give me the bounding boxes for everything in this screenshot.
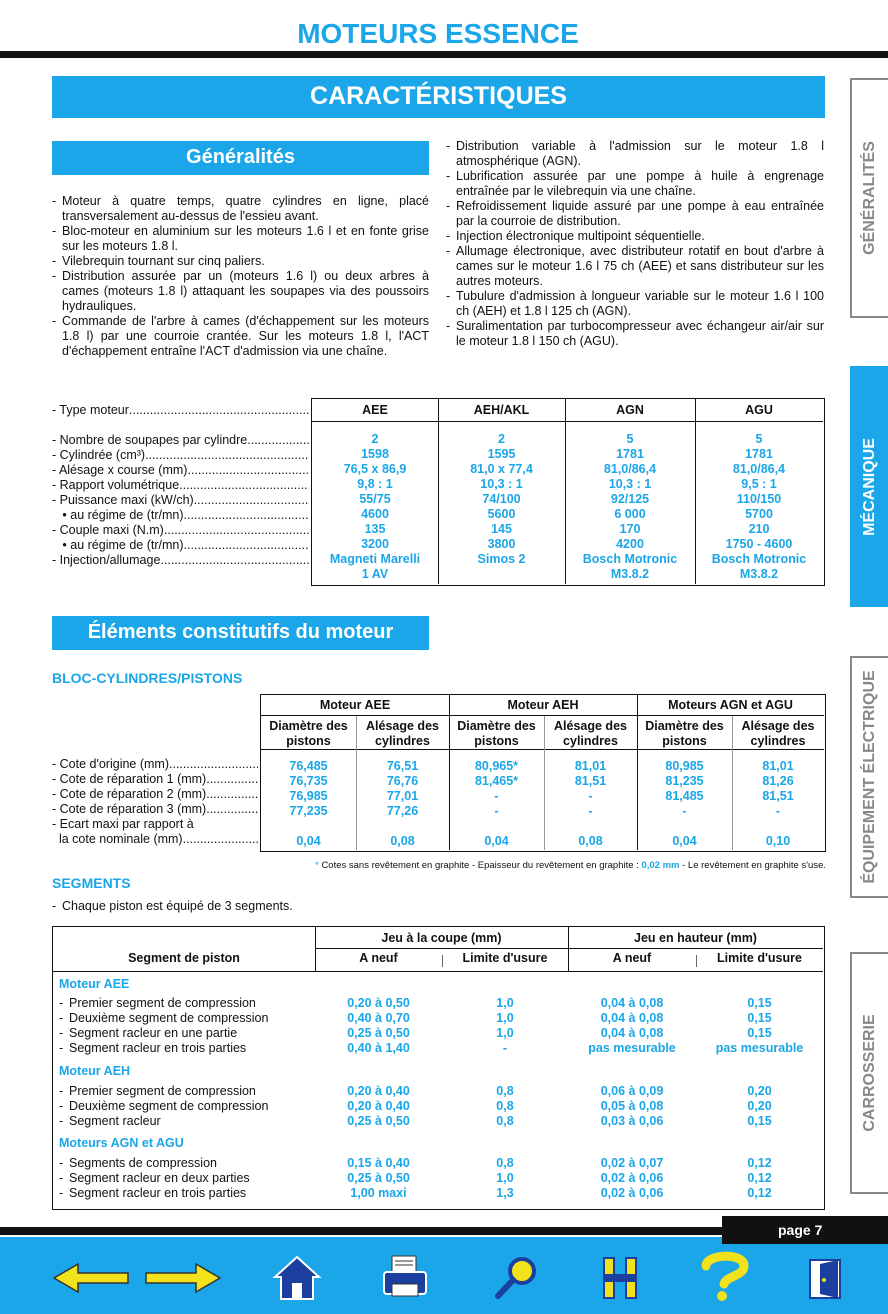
list-item: - Allumage électronique, avec distributeur rotatif en bout d'arbre à cames sur le moteur 1.6 l 75 ch (AEE) et sans distributeur sur les autres moteurs. (446, 244, 824, 289)
bloc-subheader: Diamètre des pistons (269, 719, 348, 748)
segments-group-rows: - Segments de compression - Segment racleur en deux parties - Segment racleur en trois parties (59, 1156, 315, 1201)
bloc-subheader: Alésage des cylindres (366, 719, 439, 748)
list-item: - Suralimentation par turbocompresseur avec échangeur air/air sur le moteur 1.8 l 150 ch (AGU). (446, 319, 824, 349)
spec-col-values: 5 1781 81,0/86,4 10,3 : 1 92/125 6 000 170 4200 Bosch Motronic M3.8.2 (582, 432, 678, 581)
generalites-heading: Généralités (52, 141, 429, 175)
list-item: - Distribution assurée par un (moteurs 1.6 l) ou deux arbres à cames (moteurs 1.8 l) attaquant les soupapes via des poussoirs hydrauliques. (52, 269, 429, 314)
segments-subheader: Limite d'usure (462, 951, 548, 965)
tab-equipement-electrique[interactable]: ÉQUIPEMENT ÉLECTRIQUE (850, 656, 888, 898)
spec-col-values: 5 1781 81,0/86,4 9,5 : 1 110/150 5700 210 1750 - 4600 Bosch Motronic M3.8.2 (711, 432, 807, 581)
bloc-table (260, 694, 826, 852)
segments-col0-header: Segment de piston (128, 951, 240, 965)
bloc-group-header: Moteur AEE (319, 698, 391, 712)
segments-group-rows: - Premier segment de compression - Deuxième segment de compression - Segment racleur (59, 1084, 315, 1129)
nav-bar (0, 1237, 888, 1314)
search-icon[interactable] (492, 1254, 540, 1302)
home-icon[interactable] (272, 1254, 322, 1302)
bloc-col-values: 76,51 76,76 77,01 77,26 0,08 (386, 759, 419, 848)
spec-col-values: 2 1595 81,0 x 77,4 10,3 : 1 74/100 5600 145 3800 Simos 2 (470, 432, 533, 566)
bloc-row-labels: - Cote d'origine (mm) ..... - Cote de réparation 1 (mm) ..... - Cote de réparation 2 (mm) ..... - Cote de réparation 3 (mm) ..... - Ecart maxi par rapport à la cote nominale (mm) ..... (52, 757, 258, 847)
generalites-left-list (52, 194, 429, 359)
help-icon[interactable] (692, 1250, 752, 1302)
segments-group-header: Jeu à la coupe (mm) (381, 931, 502, 945)
bloc-group-header: Moteur AEH (507, 698, 579, 712)
list-item: - Tubulure d'admission à longueur variable sur le moteur 1.6 l 100 ch (AEH) et 1.8 l 125 ch (AGN). (446, 289, 824, 319)
page-title: MOTEURS ESSENCE (297, 18, 579, 49)
list-item: - Vilebrequin tournant sur cinq paliers. (52, 254, 429, 269)
list-item: - Lubrification assurée par une pompe à huile à engrenage entraînée par le vilebrequin via une chaîne. (446, 169, 824, 199)
bloc-footnote: * Cotes sans revêtement en graphite - Epaisseur du revêtement en graphite : 0,02 mm - Le revêtement en graphite s'use. (315, 860, 826, 871)
segments-subheader: A neuf (612, 951, 652, 965)
bloc-col-values: 80,965* 81,465* - - 0,04 (474, 759, 519, 848)
arrow-left-icon[interactable] (52, 1258, 132, 1298)
section-banner: CARACTÉRISTIQUES (52, 76, 825, 118)
spec-col-header: AGN (616, 403, 644, 417)
segments-group-rows: - Premier segment de compression - Deuxième segment de compression - Segment racleur en une partie - Segment racleur en trois parties (59, 996, 315, 1056)
elements-heading: Éléments constitutifs du moteur (52, 616, 429, 650)
bloc-subheader: Diamètre des pistons (457, 719, 536, 748)
bloc-col-values: 80,985 81,235 81,485 - 0,04 (665, 759, 704, 848)
segments-table: Jeu à la coupe (mm) Jeu en hauteur (mm) Segment de piston A neuf Limite d'usure A neuf Limite d'usure Moteur AEE - Premier segment de compression - Deuxième segment de compression - Segment racleur en une partie - Segment racleur en trois parties 0,20 à 0,50 0,40 à 0,70 0,25 à 0,50 0,40 à 1,40 1,0 1,0 1,0 - 0,04 à 0,08 0,04 à 0,08 0,04 à 0,08 pas mesurable 0,15 0,15 0,15 pas mesurable Moteur AEH - Premier segment de compression - Deuxième segment de compression - Segment racleur 0,20 à 0,40 0,20 à 0,40 0,25 à 0,50 0,8 0,8 0,8 0,06 à 0,09 0,05 à 0,08 0,03 à 0,06 0,20 0,20 0,15 Moteurs AGN et AGU - Segments de compression - Segment racleur en deux parties - Segment racleur en trois parties 0,15 à 0,40 0,25 à 0,50 1,00 maxi 0,8 1,0 1,3 0,02 à 0,07 0,02 à 0,06 0,02 à 0,06 0,12 0,12 0,12 (52, 926, 825, 1210)
page-number: page 7 (722, 1216, 888, 1244)
segments-group-name: Moteur AEE (59, 977, 130, 991)
arrow-right-icon[interactable] (142, 1258, 222, 1298)
list-item: - Refroidissement liquide assuré par une pompe à eau entraînée par la courroie de distribution. (446, 199, 824, 229)
list-item: - Injection électronique multipoint séquentielle. (446, 229, 824, 244)
bloc-group-header: Moteurs AGN et AGU (668, 698, 793, 712)
segments-title: SEGMENTS (52, 875, 131, 891)
segments-group-name: Moteurs AGN et AGU (59, 1136, 184, 1150)
bloc-col-values: 81,01 81,51 - - 0,08 (574, 759, 607, 848)
index-icon[interactable] (596, 1254, 644, 1302)
segments-subheader: Limite d'usure (717, 951, 802, 965)
list-item: - Commande de l'arbre à cames (d'échappement sur les moteurs 1.8 l) par une courroie crantée. Sur les moteurs 1.8 l, l'ACT d'échappement entraîne l'ACT d'admission via une chaîne. (52, 314, 429, 359)
tab-generalites[interactable]: GÉNÉRALITÉS (850, 78, 888, 318)
spec-type-label: - Type moteur ..... (52, 403, 309, 418)
spec-table (311, 398, 825, 586)
generalites-right-list (446, 139, 824, 349)
header-rule (0, 51, 888, 58)
spec-col-header: AEE (362, 403, 388, 417)
list-item: - Bloc-moteur en aluminium sur les moteurs 1.6 l et en fonte grise sur les moteurs 1.8 l. (52, 224, 429, 254)
tab-carrosserie[interactable]: CARROSSERIE (850, 952, 888, 1194)
spec-col-header: AEH/AKL (473, 403, 530, 417)
segments-note: - Chaque piston est équipé de 3 segments. (52, 899, 452, 914)
bloc-subheader: Diamètre des pistons (645, 719, 724, 748)
bloc-col-values: 76,485 76,735 76,985 77,235 0,04 (289, 759, 328, 848)
tab-mecanique[interactable]: MÉCANIQUE (850, 366, 888, 607)
spec-col-values: 2 1598 76,5 x 86,9 9,8 : 1 55/75 4600 135 3200 Magneti Marelli 1 AV (329, 432, 421, 581)
list-item: - Distribution variable à l'admission sur le moteur 1.8 l atmosphérique (AGN). (446, 139, 824, 169)
bloc-subheader: Alésage des cylindres (741, 719, 815, 748)
bloc-title: BLOC-CYLINDRES/PISTONS (52, 670, 243, 686)
segments-subheader: A neuf (359, 951, 398, 965)
segments-group-name: Moteur AEH (59, 1064, 131, 1078)
print-icon[interactable] (380, 1252, 430, 1302)
spec-col-header: AGU (745, 403, 773, 417)
spec-row-labels: - Nombre de soupapes par cylindre ..... - Cylindrée (cm³) ..... - Alésage x course (mm) ..... - Rapport volumétrique ..... - Puissance maxi (kW/ch) ..... • au régime de (tr/mn) ..... - Couple maxi (N.m) ..... • au régime de (tr/mn) ..... - Injection/allumage ..... (52, 433, 309, 568)
bloc-col-values: 81,01 81,26 81,51 - 0,10 (762, 759, 794, 848)
bloc-subheader: Alésage des cylindres (554, 719, 627, 748)
segments-group-header: Jeu en hauteur (mm) (634, 931, 757, 945)
exit-icon[interactable] (806, 1256, 846, 1302)
list-item: - Moteur à quatre temps, quatre cylindres en ligne, placé transversalement au-dessus de l'essieu avant. (52, 194, 429, 224)
